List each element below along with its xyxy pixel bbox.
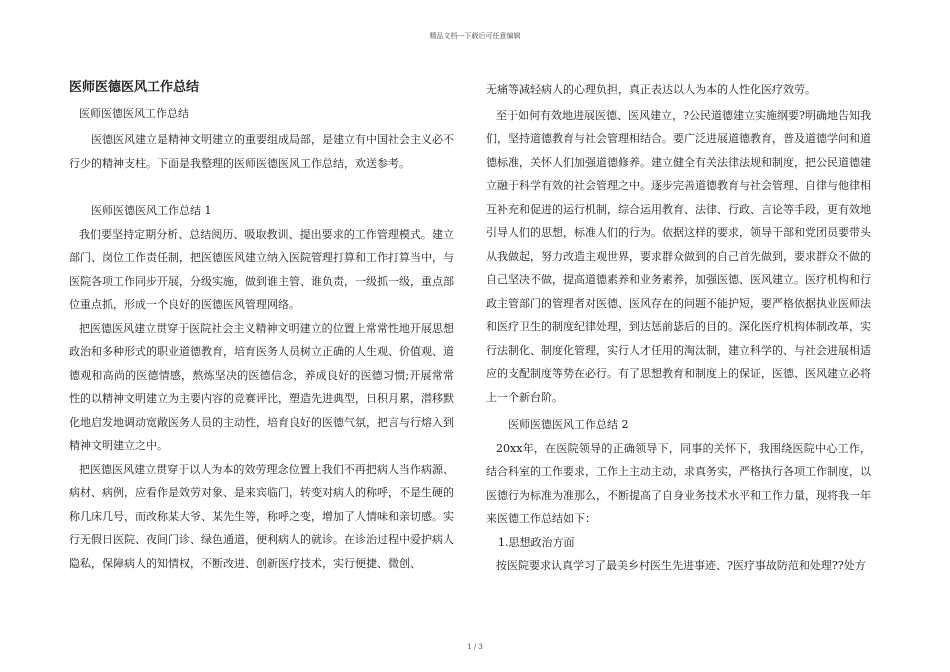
section1-paragraph-1: 我们要坚持定期分析、总结阅历、吸取教训、提出要求的工作管理模式。建立部门、岗位工作责任制，把医德医风建立纳入医院管理打算和工作打算当中，与医院各项工作同步开展，分级实施，做到谁主管、谁负责，一级抓一级，重点部位重点抓，形成一个良好的医德医风管理网络。 [69, 227, 454, 311]
intro-paragraph: 医德医风建立是精神文明建立的重要组成局部，是建立有中国社会主义必不行少的精神支柱。下面是我整理的医师医德医风工作总结，欢送参考。 [69, 133, 454, 170]
section2-point-1: 1.思想政治方面 [498, 535, 575, 549]
left-column [69, 78, 454, 575]
section1-heading: 医师医德医风工作总结 1 [91, 204, 212, 217]
document-subtitle: 医师医德医风工作总结 [79, 107, 189, 120]
page-header: 精品文档---下载后可任意编辑 [429, 32, 521, 40]
document-title: 医师医德医风工作总结 [69, 80, 200, 95]
section1-paragraph-4: 至于如何有效地进展医德、医风建立，?公民道德建立实施纲要?明确地告知我们，坚持道德教育与社会管理相结合。要广泛进展道德教育，普及道德学问和道德标准，关怀人们加强道德修养。建立健全有关法律法规和制度，把公民道德建立融于科学有效的社会管理之中。逐步完善道德教育与社会管理、自律与他律相互补充和促进的运行机制，综合运用教育、法律、行政、言论等手段，更有效地引导人们的思想，标准人们的行为。依据这样的要求，领导干部和党团员要带头从我做起，努力改造主观世界，要求群众做到的自己首先做到，要求群众不做的自己坚决不做，提高道德素养和业务素养，加强医德、医风建立。医疗机构和行政主管部门的管理者对医德、医风存在的问题不能护短，要严格依据执业医师法和医疗卫生的制度纪律处理，到达惩前毖后的目的。深化医疗机构体制改革，实行法制化、制度化管理，实行人才任用的淘汰制，建立科学的、与社会进展相适应的支配制度等势在必行。有了思想教育和制度上的保证，医德、医风建立必将上一个新台阶。 [486, 108, 871, 404]
right-column [486, 78, 871, 578]
section2-paragraph-1: 20xx年，在医院领导的正确领导下，同事的关怀下，我围绕医院中心工作，结合科室的工作要求，工作上主动主动，求真务实，严格执行各项工作制度，以医德行为标准为准那么，不断提高了自身业务技术水平和工作力量，现将我一年来医德工作总结如下： [486, 441, 871, 525]
section1-paragraph-3-continued: 无痛等减轻病人的心理负担，真正表达以人为本的人性化医疗效劳。 [486, 83, 816, 96]
page-number: 1 / 3 [467, 643, 483, 651]
section2-paragraph-2: 按医院要求认真学习了最美乡村医生先进事迹、?医疗事故防范和处理??处方 [496, 559, 866, 572]
section1-paragraph-3: 把医德医风建立贯穿于以人为本的效劳理念位置上我们不再把病人当作病源、病材、病例，应看作是效劳对象、是来宾临门，转变对病人的称呼，不是生硬的称几床几号，而改称某大爷、某先生等，称呼之变，增加了人情味和亲切感。实行无假日医院、夜间门诊、绿色通道，便利病人的就诊。在诊治过程中爱护病人隐私，保障病人的知情权，不断改进、创新医疗技术，实行便捷、微创、 [69, 462, 454, 570]
section1-paragraph-2: 把医德医风建立贯穿于医院社会主义精神文明建立的位置上常常性地开展思想政治和多种形式的职业道德教育，培育医务人员树立正确的人生观、价值观、道德观和高尚的医德情感，熬炼坚决的医德信念，养成良好的医德习惯;开展常常性的以精神文明建立为主要内容的竞赛评比，塑造先进典型，日积月累，潜移默化地启发地调动宽敞医务人员的主动性，培育良好的医德气氛，把言与行熔入到精神文明建立之中。 [69, 321, 454, 452]
section2-heading: 医师医德医风工作总结 2 [508, 418, 629, 431]
